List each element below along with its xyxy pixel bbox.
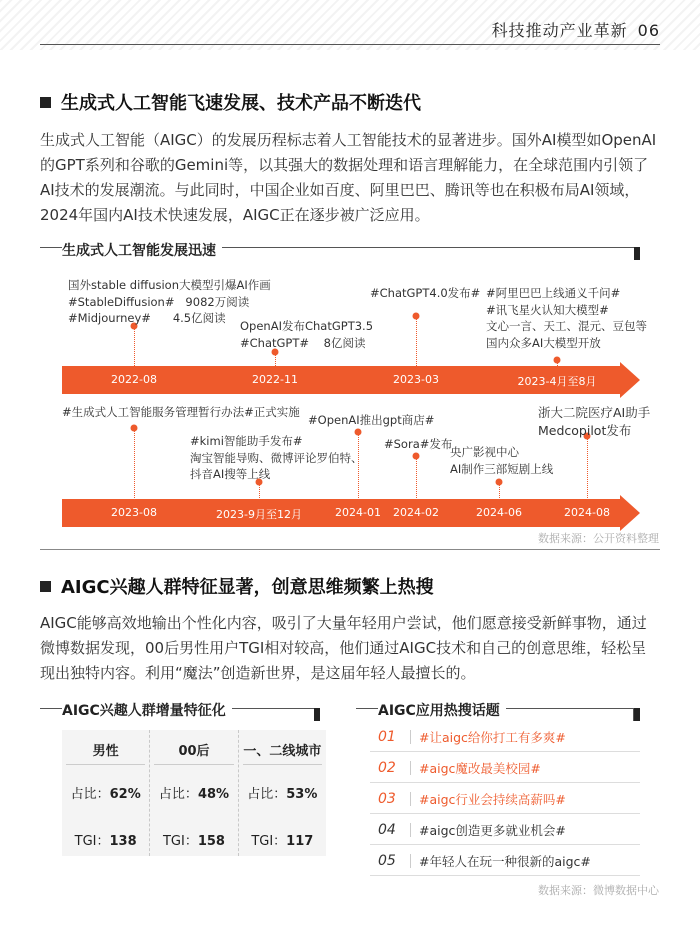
timeline-event: 央广影视中心 AI制作三部短剧上线 [450, 445, 554, 476]
timeline-event: #生成式人工智能服务管理暂行办法#正式实施 [62, 405, 300, 419]
column-head: 00后 [178, 744, 210, 759]
square-bullet-icon [40, 97, 51, 108]
timeline-title: 生成式人工智能发展迅速 [62, 240, 222, 260]
timeline-date: 2024-02 [393, 506, 439, 519]
section2-heading [40, 573, 434, 599]
hot-topic-rank: 01 [378, 728, 396, 745]
header-title-text: 科技推动产业革新 [491, 21, 628, 40]
timeline-connector [134, 326, 135, 380]
timeline-date: 2022-11 [252, 373, 298, 386]
share-value: 占比：48% [158, 787, 230, 802]
hot-topic-row [370, 722, 640, 752]
audience-column [62, 730, 150, 856]
tgi-value: TGI：117 [251, 834, 314, 849]
hot-topic-rank: 05 [378, 852, 396, 869]
timeline-event: #Sora#发布 [384, 437, 453, 451]
page-number: 06 [637, 21, 660, 40]
timeline-date: 2023-4月至8月 [517, 375, 597, 388]
hot-topic-row [370, 846, 640, 876]
audience-corner-mark [314, 708, 320, 721]
timeline-dot [496, 479, 503, 486]
rank-separator [410, 792, 411, 806]
timeline-date: 2024-08 [564, 506, 610, 519]
hot-topic-rank: 03 [378, 790, 396, 807]
timeline-connector [416, 316, 417, 380]
timeline-date: 2023-03 [393, 373, 439, 386]
timeline-dot [355, 429, 362, 436]
timeline-dot [413, 313, 420, 320]
hot-topic-row [370, 753, 640, 783]
timeline-date: 2024-06 [476, 506, 522, 519]
section1-heading [40, 89, 421, 115]
timeline-event: OpenAI发布ChatGPT3.5 #ChatGPT# 8亿阅读 [240, 319, 374, 350]
timeline-event: 浙大二院医疗AI助手 Medcopilot发布 [538, 405, 651, 438]
hot-topic-rank: 04 [378, 821, 396, 838]
share-value: 占比：53% [247, 787, 318, 802]
hot-title: AIGC应用热搜话题 [378, 700, 506, 720]
timeline-event: #阿里巴巴上线通义千问# #讯飞星火认知大模型# 文心一言、天工、混元、豆包等 国内众多AI大模型开放 [486, 286, 647, 350]
timeline-source: 数据来源：公开资料整理 [538, 532, 659, 545]
hot-source: 数据来源：微博数据中心 [538, 884, 659, 897]
tgi-value: TGI：138 [74, 834, 137, 849]
timeline-connector [416, 456, 417, 512]
timeline-connector [587, 436, 588, 512]
rank-separator [410, 823, 411, 837]
section2-heading-text: AIGC兴趣人群特征显著，创意思维频繁上热搜 [61, 577, 434, 598]
tgi-value: TGI：158 [162, 834, 225, 849]
timeline-connector [358, 432, 359, 512]
timeline-corner-mark [634, 247, 640, 260]
audience-column [150, 730, 238, 856]
hot-topic-row [370, 815, 640, 845]
hot-topic-text: #年轻人在玩一种很新的aigc# [419, 853, 591, 869]
hot-corner-mark [634, 708, 640, 721]
hot-topic-text: #aigc创造更多就业机会# [419, 822, 566, 838]
timeline-date: 2023-08 [111, 506, 157, 519]
header-rule [40, 44, 660, 45]
timeline-event: #kimi智能助手发布# 淘宝智能导购、微博评论罗伯特、 抖音AI搜等上线 [190, 434, 363, 481]
column-head: 男性 [92, 744, 119, 759]
timeline-dot [554, 357, 561, 364]
section2-paragraph: AIGC能够高效地输出个性化内容，吸引了大量年轻用户尝试，他们愿意接受新鲜事物，通过微博数据发现，00后男性用户TGI相对较高，他们通过AIGC技术和自己的创意思维，轻松呈现出独特内容。利用“魔法”创造新世界，是这届年轻人最擅长的。 [40, 614, 647, 682]
hot-topic-text: #aigc魔改最美校园# [419, 760, 541, 776]
timeline-event: #OpenAI推出gpt商店# [308, 413, 435, 427]
section-divider [40, 549, 660, 550]
timeline-date: 2022-08 [111, 373, 157, 386]
hot-topic-text: #aigc行业会持续高薪吗# [419, 791, 566, 807]
audience-stats-table [62, 730, 326, 856]
timeline-dot [413, 453, 420, 460]
share-value: 占比：62% [70, 787, 141, 802]
section1-paragraph: 生成式人工智能（AIGC）的发展历程标志着人工智能技术的显著进步。国外AI模型如OpenAI的GPT系列和谷歌的Gemini等，以其强大的数据处理和语言理解能力，在全球范围内引领了AI技术的发展潮流。与此同时，中国企业如百度、阿里巴巴、腾讯等也在积极布局AI领域，2024年国内AI技术快速发展，AIGC正在逐步被广泛应用。 [40, 131, 657, 224]
hot-topic-rank: 02 [378, 759, 396, 776]
audience-title: AIGC兴趣人群增量特征化 [62, 700, 232, 720]
timeline-event: #ChatGPT4.0发布# [370, 286, 481, 300]
rank-separator [410, 730, 411, 744]
hot-topic-row [370, 784, 640, 814]
header-title [330, 18, 660, 41]
square-bullet-icon [40, 581, 51, 592]
timeline-date: 2023-9月至12月 [216, 508, 302, 521]
timeline-connector [134, 428, 135, 512]
rank-separator [410, 761, 411, 775]
timeline-date: 2024-01 [335, 506, 381, 519]
timeline-event: 国外stable diffusion大模型引爆AI作画 #StableDiffusion# 9082万阅读 #Midjourney# 4.5亿阅读 [68, 278, 271, 325]
rank-separator [410, 854, 411, 868]
timeline-dot [131, 425, 138, 432]
audience-column [239, 730, 326, 856]
hot-topic-text: #让aigc给你打工有多爽# [419, 729, 566, 745]
section1-heading-text: 生成式人工智能飞速发展、技术产品不断迭代 [61, 93, 421, 114]
column-head: 一、二线城市 [243, 744, 322, 759]
